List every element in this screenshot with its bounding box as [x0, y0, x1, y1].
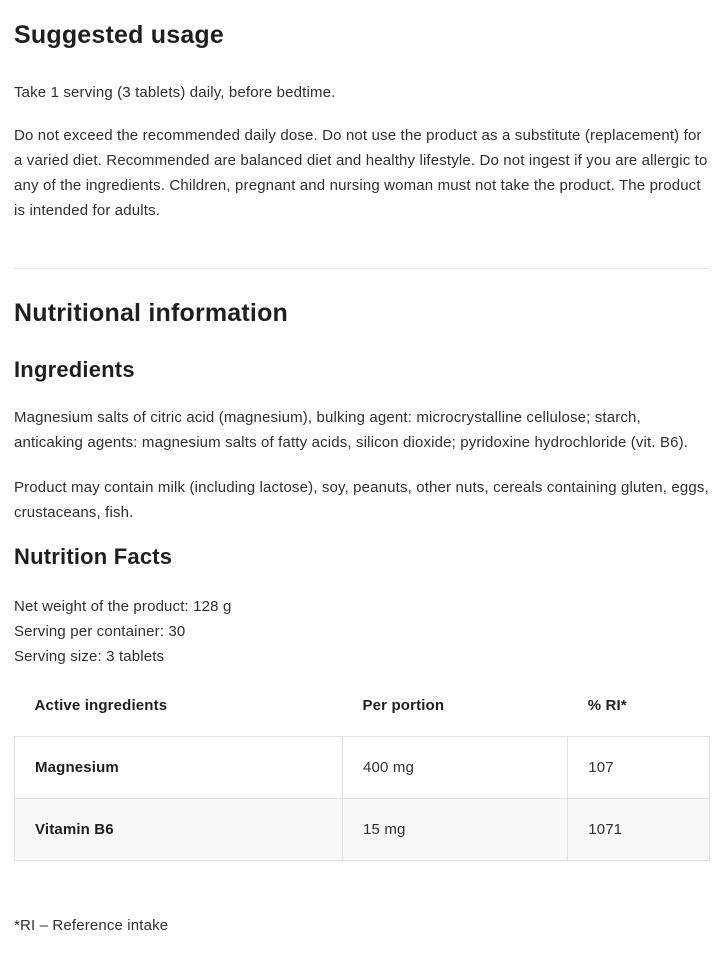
- nutritional-information-heading: Nutritional information: [14, 299, 289, 327]
- section-divider: [14, 268, 710, 269]
- suggested-usage-heading: Suggested usage: [14, 21, 224, 49]
- ingredient-name-cell: Magnesium: [15, 737, 343, 799]
- nutrition-facts-heading: Nutrition Facts: [14, 544, 173, 569]
- ri-percent-cell: 107: [568, 737, 710, 799]
- per-portion-cell: 400 mg: [343, 737, 568, 799]
- dosage-text: Take 1 serving (3 tablets) daily, before bedtime.: [14, 84, 336, 101]
- allergen-warning-text: Product may contain milk (including lactose), soy, peanuts, other nuts, cereals containing gluten, eggs, crustaceans, fish.: [14, 479, 709, 521]
- column-header-per-portion: Per portion: [362, 697, 445, 714]
- ingredient-name-cell: Vitamin B6: [15, 799, 343, 861]
- column-header-ri-percent: % RI*: [587, 697, 627, 714]
- table-row: [15, 737, 710, 799]
- ingredients-heading: Ingredients: [14, 357, 135, 382]
- ri-percent-cell: 1071: [568, 799, 710, 861]
- net-weight-text: Net weight of the product: 128 g: [14, 598, 232, 615]
- reference-intake-footnote: *RI – Reference intake: [14, 917, 169, 934]
- servings-per-container-text: Serving per container: 30: [14, 623, 186, 640]
- table-row: [15, 799, 710, 861]
- table-header-row: [15, 697, 710, 737]
- active-ingredients-table: [14, 697, 710, 861]
- serving-size-text: Serving size: 3 tablets: [14, 648, 165, 665]
- serving-info-block: [14, 594, 710, 669]
- ingredients-composition-text: Magnesium salts of citric acid (magnesium), bulking agent: microcrystalline cellulose; starch, anticaking agents: magnesium salts of fatty acids, silicon dioxide; pyridoxine hydrochloride (vit. B6).: [14, 409, 689, 451]
- column-header-active-ingredients: Active ingredients: [34, 697, 168, 714]
- usage-warning-text: Do not exceed the recommended daily dose. Do not use the product as a substitute (replacement) for a varied diet. Recommended are balanced diet and healthy lifestyle. Do not ingest if you are allergic to any of the ingredients. Children, pregnant and nursing woman must not take the product. The product is intended for adults.: [14, 127, 708, 219]
- per-portion-cell: 15 mg: [343, 799, 568, 861]
